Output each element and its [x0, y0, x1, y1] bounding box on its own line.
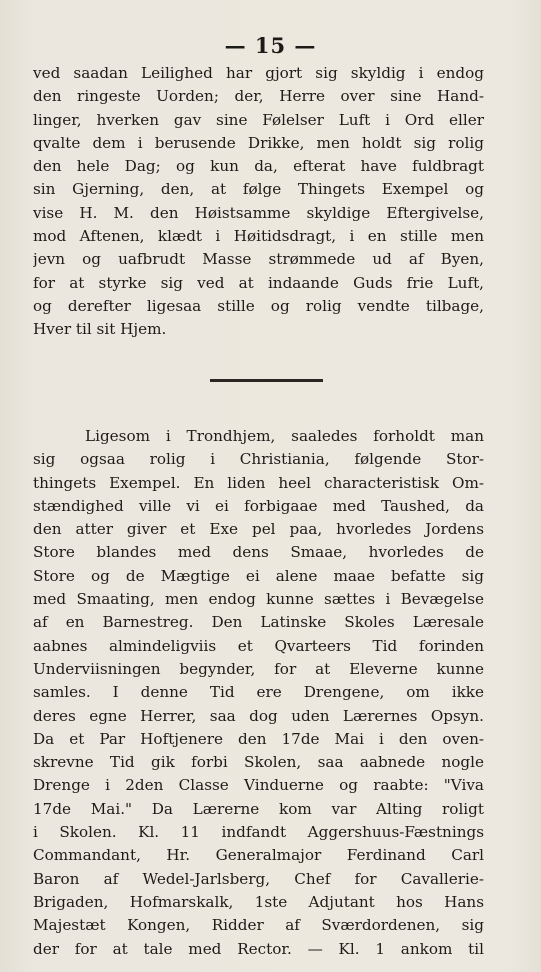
- text-line: Store og de Mægtige ei alene maae befatte sig: [33, 566, 484, 585]
- text-line: og derefter ligesaa stille og rolig vendte tilbage,: [33, 296, 484, 315]
- text-line: qvalte dem i berusende Drikke, men holdt sig rolig: [33, 133, 484, 152]
- text-line: Majestæt Kongen, Ridder af Sværdordenen, sig: [33, 916, 484, 935]
- text-line: mod Aftenen, klædt i Høitidsdragt, i en stille men: [33, 227, 484, 246]
- text-line: Store blandes med dens Smaae, hvorledes de: [33, 543, 484, 562]
- text-line: jevn og uafbrudt Masse strømmede ud af Byen,: [33, 250, 484, 269]
- text-line: vise H. M. den Høistsamme skyldige Eftergivelse,: [33, 203, 484, 222]
- text-line: med Smaating, men endog kunne sættes i Bevægelse: [33, 590, 484, 609]
- text-line: stændighed ville vi ei forbigaae med Taushed, da: [33, 496, 484, 515]
- text-line: Da et Par Hoftjenere den 17de Mai i den oven-: [33, 729, 484, 748]
- text-line: thingets Exempel. En liden heel characteristisk Om-: [33, 473, 484, 492]
- paragraph-2: [33, 425, 484, 961]
- text-line: i Skolen. Kl. 11 indfandt Aggershuus-Fæstnings: [33, 823, 484, 842]
- text-line: Baron af Wedel-Jarlsberg, Chef for Cavallerie-: [33, 869, 484, 888]
- text-line: ved saadan Leilighed har gjort sig skyldig i endog: [33, 64, 484, 82]
- text-line: den hele Dag; og kun da, efterat have fuldbragt: [33, 157, 484, 176]
- text-line: deres egne Herrer, saa dog uden Lærernes Opsyn.: [33, 706, 484, 725]
- text-line: Hver til sit Hjem.: [33, 320, 167, 339]
- text-line: Drenge i 2den Classe Vinduerne og raabte: "Viva: [33, 776, 484, 795]
- text-line: den ringeste Uorden; der, Herre over sine Hand-: [33, 87, 484, 106]
- text-line: Brigaden, Hofmarskalk, 1ste Adjutant hos Hans: [33, 892, 484, 911]
- paragraph-1: [33, 62, 484, 342]
- text-line: for at styrke sig ved at indaande Guds frie Luft,: [33, 273, 484, 292]
- text-line: skrevne Tid gik forbi Skolen, saa aabnede nogle: [33, 753, 484, 772]
- text-line: der for at tale med Rector. — Kl. 1 ankom til: [33, 939, 484, 958]
- text-line: sig ogsaa rolig i Christiania, følgende Stor-: [33, 450, 484, 469]
- section-divider: [210, 379, 323, 382]
- text-line: Underviisningen begynder, for at Eleverne kunne: [33, 659, 484, 678]
- text-line: linger, hverken gav sine Følelser Luft i Ord eller: [33, 110, 484, 129]
- text-line: Commandant, Hr. Generalmajor Ferdinand Carl: [33, 846, 484, 865]
- text-line: Ligesom i Trondhjem, saaledes forholdt man: [85, 427, 484, 445]
- text-line: aabnes almindeligviis et Qvarteers Tid forinden: [33, 636, 484, 655]
- text-line: af en Barnestreg. Den Latinske Skoles Læresale: [33, 613, 484, 632]
- text-line: sin Gjerning, den, at følge Thingets Exempel og: [33, 180, 484, 199]
- text-line: 17de Mai." Da Lærerne kom var Alting roligt: [33, 799, 484, 818]
- text-line: samles. I denne Tid ere Drengene, om ikke: [33, 683, 484, 702]
- page-number: — 15 —: [224, 33, 317, 58]
- text-line: den atter giver et Exe pel paa, hvorledes Jordens: [33, 520, 484, 539]
